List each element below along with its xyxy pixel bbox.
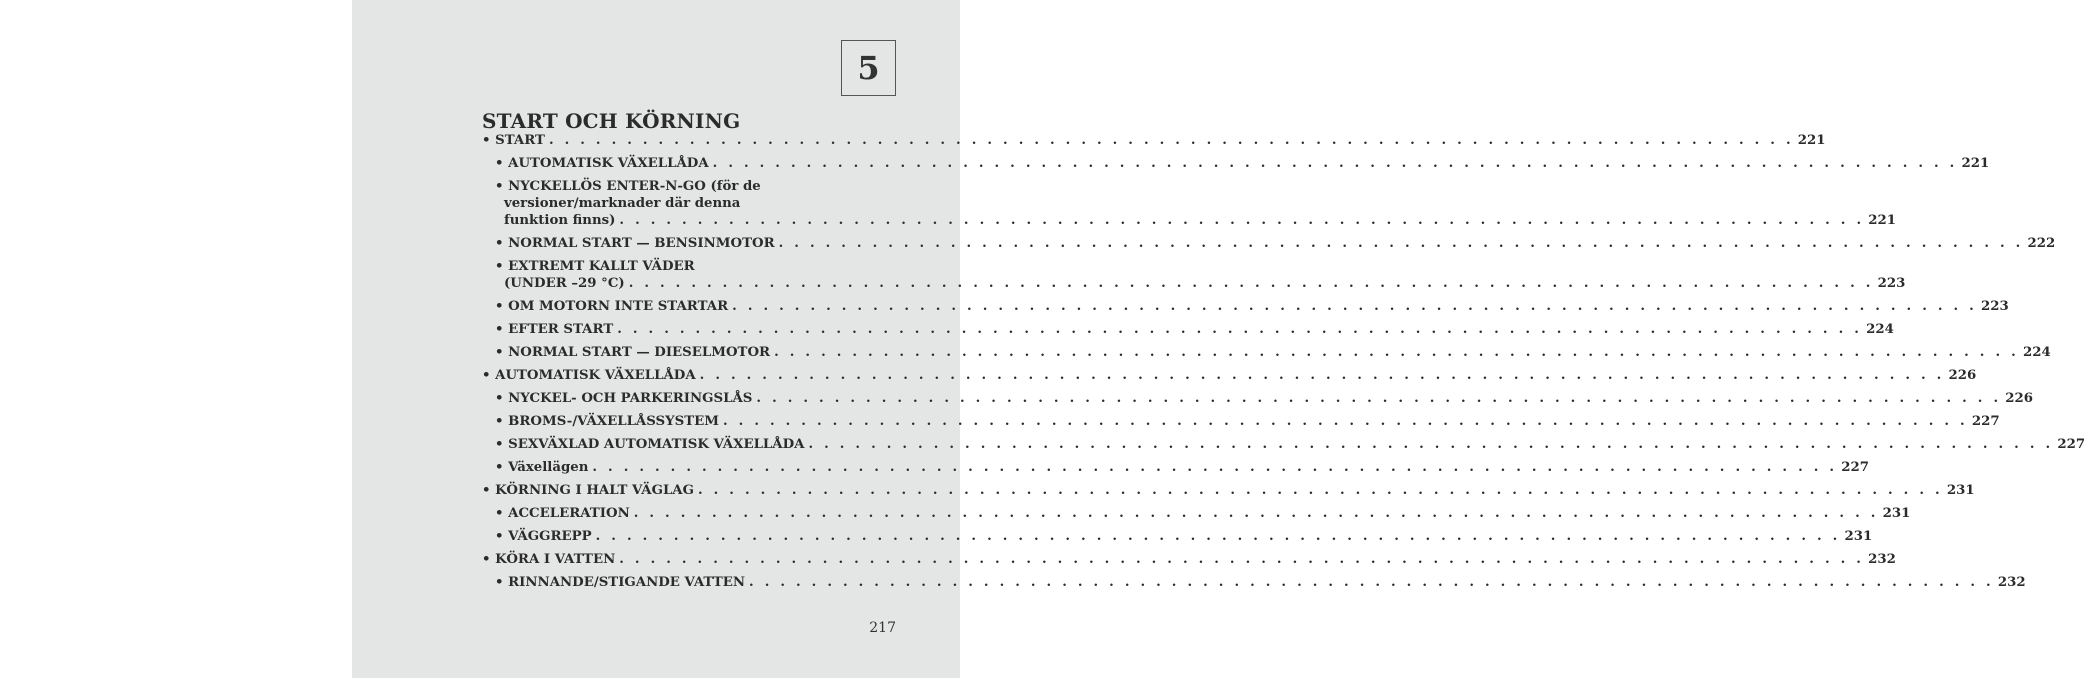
toc-entry-label: • KÖRNING I HALT VÄGLAG (482, 483, 694, 498)
toc-entry-label: • NYCKEL- OCH PARKERINGSLÅS (495, 391, 753, 406)
dot-leader: . . . . . . . . . . . . . . . . . . . . . . . . . . . . . . . . . . . . . . . . . . . . . . . . . . . . . . . . . . . . . . . . . . . . . . . . . . . . . . . . (756, 391, 2002, 406)
toc-entry[interactable] (482, 551, 1896, 568)
toc-entry-page: 226 (1948, 368, 1977, 383)
toc-entry-page: 232 (1997, 575, 2026, 590)
toc-entry-page: 223 (1981, 299, 2009, 314)
dot-leader: . . . . . . . . . . . . . . . . . . . . . . . . . . . . . . . . . . . . . . . . . . . . . . . . . . . . . . . . . . . . . . . . . . . . . . . . . . . . . . . . (617, 322, 1863, 337)
toc-entry[interactable] (482, 235, 2056, 252)
toc-entry-line: versioner/marknader där denna (504, 196, 741, 211)
toc-entry[interactable] (482, 155, 1990, 172)
toc-entry[interactable] (482, 390, 2034, 407)
dot-leader: . . . . . . . . . . . . . . . . . . . . . . . . . . . . . . . . . . . . . . . . . . . . . . . . . . . . . . . . . . . . . . . . . . . . . . . . . . . . . . . . (548, 133, 1794, 148)
dot-leader: . . . . . . . . . . . . . . . . . . . . . . . . . . . . . . . . . . . . . . . . . . . . . . . . . . . . . . . . . . . . . . . . . . . . . . . . . . . . . . . . (778, 236, 2024, 251)
blank-left-area (0, 0, 352, 678)
toc-entry-label: funktion finns) (504, 213, 616, 228)
toc-entry[interactable] (482, 482, 1975, 499)
toc-entry-page: 221 (1961, 156, 1990, 171)
chapter-number: 5 (857, 49, 880, 87)
toc-entry-page: 231 (1844, 529, 1873, 544)
toc-entry-label: • OM MOTORN INTE STARTAR (495, 299, 729, 314)
toc-entry[interactable] (482, 178, 1897, 229)
toc-entry-label: • BROMS-/VÄXELLÅSSYSTEM (495, 414, 720, 429)
dot-leader: . . . . . . . . . . . . . . . . . . . . . . . . . . . . . . . . . . . . . . . . . . . . . . . . . . . . . . . . . . . . . . . . . . . . . . . . . . . . . . . . (595, 529, 1841, 544)
toc-entry[interactable] (482, 436, 2085, 453)
toc-entry-page: 221 (1868, 213, 1897, 228)
toc-entry-label: • EFTER START (495, 322, 614, 337)
toc-entry-page: 231 (1946, 483, 1975, 498)
toc-entry-label: • SEXVÄXLAD AUTOMATISK VÄXELLÅDA (495, 437, 805, 452)
toc-entry-line: • NYCKELLÖS ENTER-N-GO (för de (495, 179, 761, 194)
toc-entry[interactable] (482, 132, 1826, 149)
toc-entry[interactable] (482, 321, 1894, 338)
toc-entry-page: 227 (2057, 437, 2085, 452)
toc-entry-page: 224 (1866, 322, 1894, 337)
section-title: START OCH KÖRNING (482, 109, 741, 133)
toc-entry-line: • EXTREMT KALLT VÄDER (495, 259, 695, 274)
toc-entry[interactable] (482, 413, 2000, 430)
dot-leader: . . . . . . . . . . . . . . . . . . . . . . . . . . . . . . . . . . . . . . . . . . . . . . . . . . . . . . . . . . . . . . . . . . . . . . . . . . . . . . . . (619, 213, 1865, 228)
dot-leader: . . . . . . . . . . . . . . . . . . . . . . . . . . . . . . . . . . . . . . . . . . . . . . . . . . . . . . . . . . . . . . . . . . . . . . . . . . . . . . . . (699, 368, 1945, 383)
dot-leader: . . . . . . . . . . . . . . . . . . . . . . . . . . . . . . . . . . . . . . . . . . . . . . . . . . . . . . . . . . . . . . . . . . . . . . . . . . . . . . . . (628, 276, 1874, 291)
dot-leader: . . . . . . . . . . . . . . . . . . . . . . . . . . . . . . . . . . . . . . . . . . . . . . . . . . . . . . . . . . . . . . . . . . . . . . . . . . . . . . . . (723, 414, 1968, 429)
toc-entry-label: • VÄGGREPP (495, 529, 592, 544)
toc-entry-page: 221 (1797, 133, 1826, 148)
toc-entry[interactable] (482, 367, 1977, 384)
dot-leader: . . . . . . . . . . . . . . . . . . . . . . . . . . . . . . . . . . . . . . . . . . . . . . . . . . . . . . . . . . . . . . . . . . . . . . . . . . . . . . . . (732, 299, 1978, 314)
toc-entry-label: • NORMAL START — DIESELMOTOR (495, 345, 771, 360)
toc-entry-page: 231 (1882, 506, 1911, 521)
dot-leader: . . . . . . . . . . . . . . . . . . . . . . . . . . . . . . . . . . . . . . . . . . . . . . . . . . . . . . . . . . . . . . . . . . . . . . . . . . . . . . . . (592, 460, 1838, 475)
toc-entry-label: • ACCELERATION (495, 506, 630, 521)
toc-entry-page: 226 (2005, 391, 2034, 406)
dot-leader: . . . . . . . . . . . . . . . . . . . . . . . . . . . . . . . . . . . . . . . . . . . . . . . . . . . . . . . . . . . . . . . . . . . . . . . . . . . . . . . . (749, 575, 1994, 590)
toc-entry-label: (UNDER –29 °C) (504, 276, 625, 291)
dot-leader: . . . . . . . . . . . . . . . . . . . . . . . . . . . . . . . . . . . . . . . . . . . . . . . . . . . . . . . . . . . . . . . . . . . . . . . . . . . . . . . . (774, 345, 2019, 360)
toc-entry-page: 222 (2027, 236, 2056, 251)
toc-entry-page: 224 (2022, 345, 2051, 360)
toc-entry-page: 232 (1868, 552, 1896, 567)
dot-leader: . . . . . . . . . . . . . . . . . . . . . . . . . . . . . . . . . . . . . . . . . . . . . . . . . . . . . . . . . . . . . . . . . . . . . . . . . . . . . . . . (633, 506, 1879, 521)
dot-leader: . . . . . . . . . . . . . . . . . . . . . . . . . . . . . . . . . . . . . . . . . . . . . . . . . . . . . . . . . . . . . . . . . . . . . . . . . . . . . . . . (808, 437, 2054, 452)
chapter-number-box (841, 40, 896, 96)
toc-entry[interactable] (482, 344, 2051, 361)
toc-entry-label: • AUTOMATISK VÄXELLÅDA (495, 156, 709, 171)
manual-page (352, 0, 2085, 678)
toc-entry-label: • NORMAL START — BENSINMOTOR (495, 236, 775, 251)
toc-entry[interactable] (482, 505, 1911, 522)
toc-entry-page: 227 (1971, 414, 2000, 429)
dot-leader: . . . . . . . . . . . . . . . . . . . . . . . . . . . . . . . . . . . . . . . . . . . . . . . . . . . . . . . . . . . . . . . . . . . . . . . . . . . . . . . . (619, 552, 1865, 567)
toc-entry[interactable] (482, 528, 1873, 545)
toc-entry-label: • KÖRA I VATTEN (482, 552, 616, 567)
toc-entry-label: • START (482, 133, 545, 148)
toc-entry-page: 223 (1877, 276, 1906, 291)
toc-entry[interactable] (482, 258, 1906, 292)
page-number: 217 (869, 620, 896, 636)
toc-entry[interactable] (482, 459, 1869, 476)
table-of-contents (482, 132, 2085, 591)
dot-leader: . . . . . . . . . . . . . . . . . . . . . . . . . . . . . . . . . . . . . . . . . . . . . . . . . . . . . . . . . . . . . . . . . . . . . . . . . . . . . . . . (697, 483, 1943, 498)
toc-entry-page: 227 (1841, 460, 1869, 475)
toc-entry[interactable] (482, 298, 2009, 315)
dot-leader: . . . . . . . . . . . . . . . . . . . . . . . . . . . . . . . . . . . . . . . . . . . . . . . . . . . . . . . . . . . . . . . . . . . . . . . . . . . . . . . . (712, 156, 1958, 171)
toc-entry-label: • Växellägen (495, 460, 589, 475)
toc-entry-label: • AUTOMATISK VÄXELLÅDA (482, 368, 696, 383)
toc-entry[interactable] (482, 574, 2026, 591)
toc-entry-label: • RINNANDE/STIGANDE VATTEN (495, 575, 746, 590)
